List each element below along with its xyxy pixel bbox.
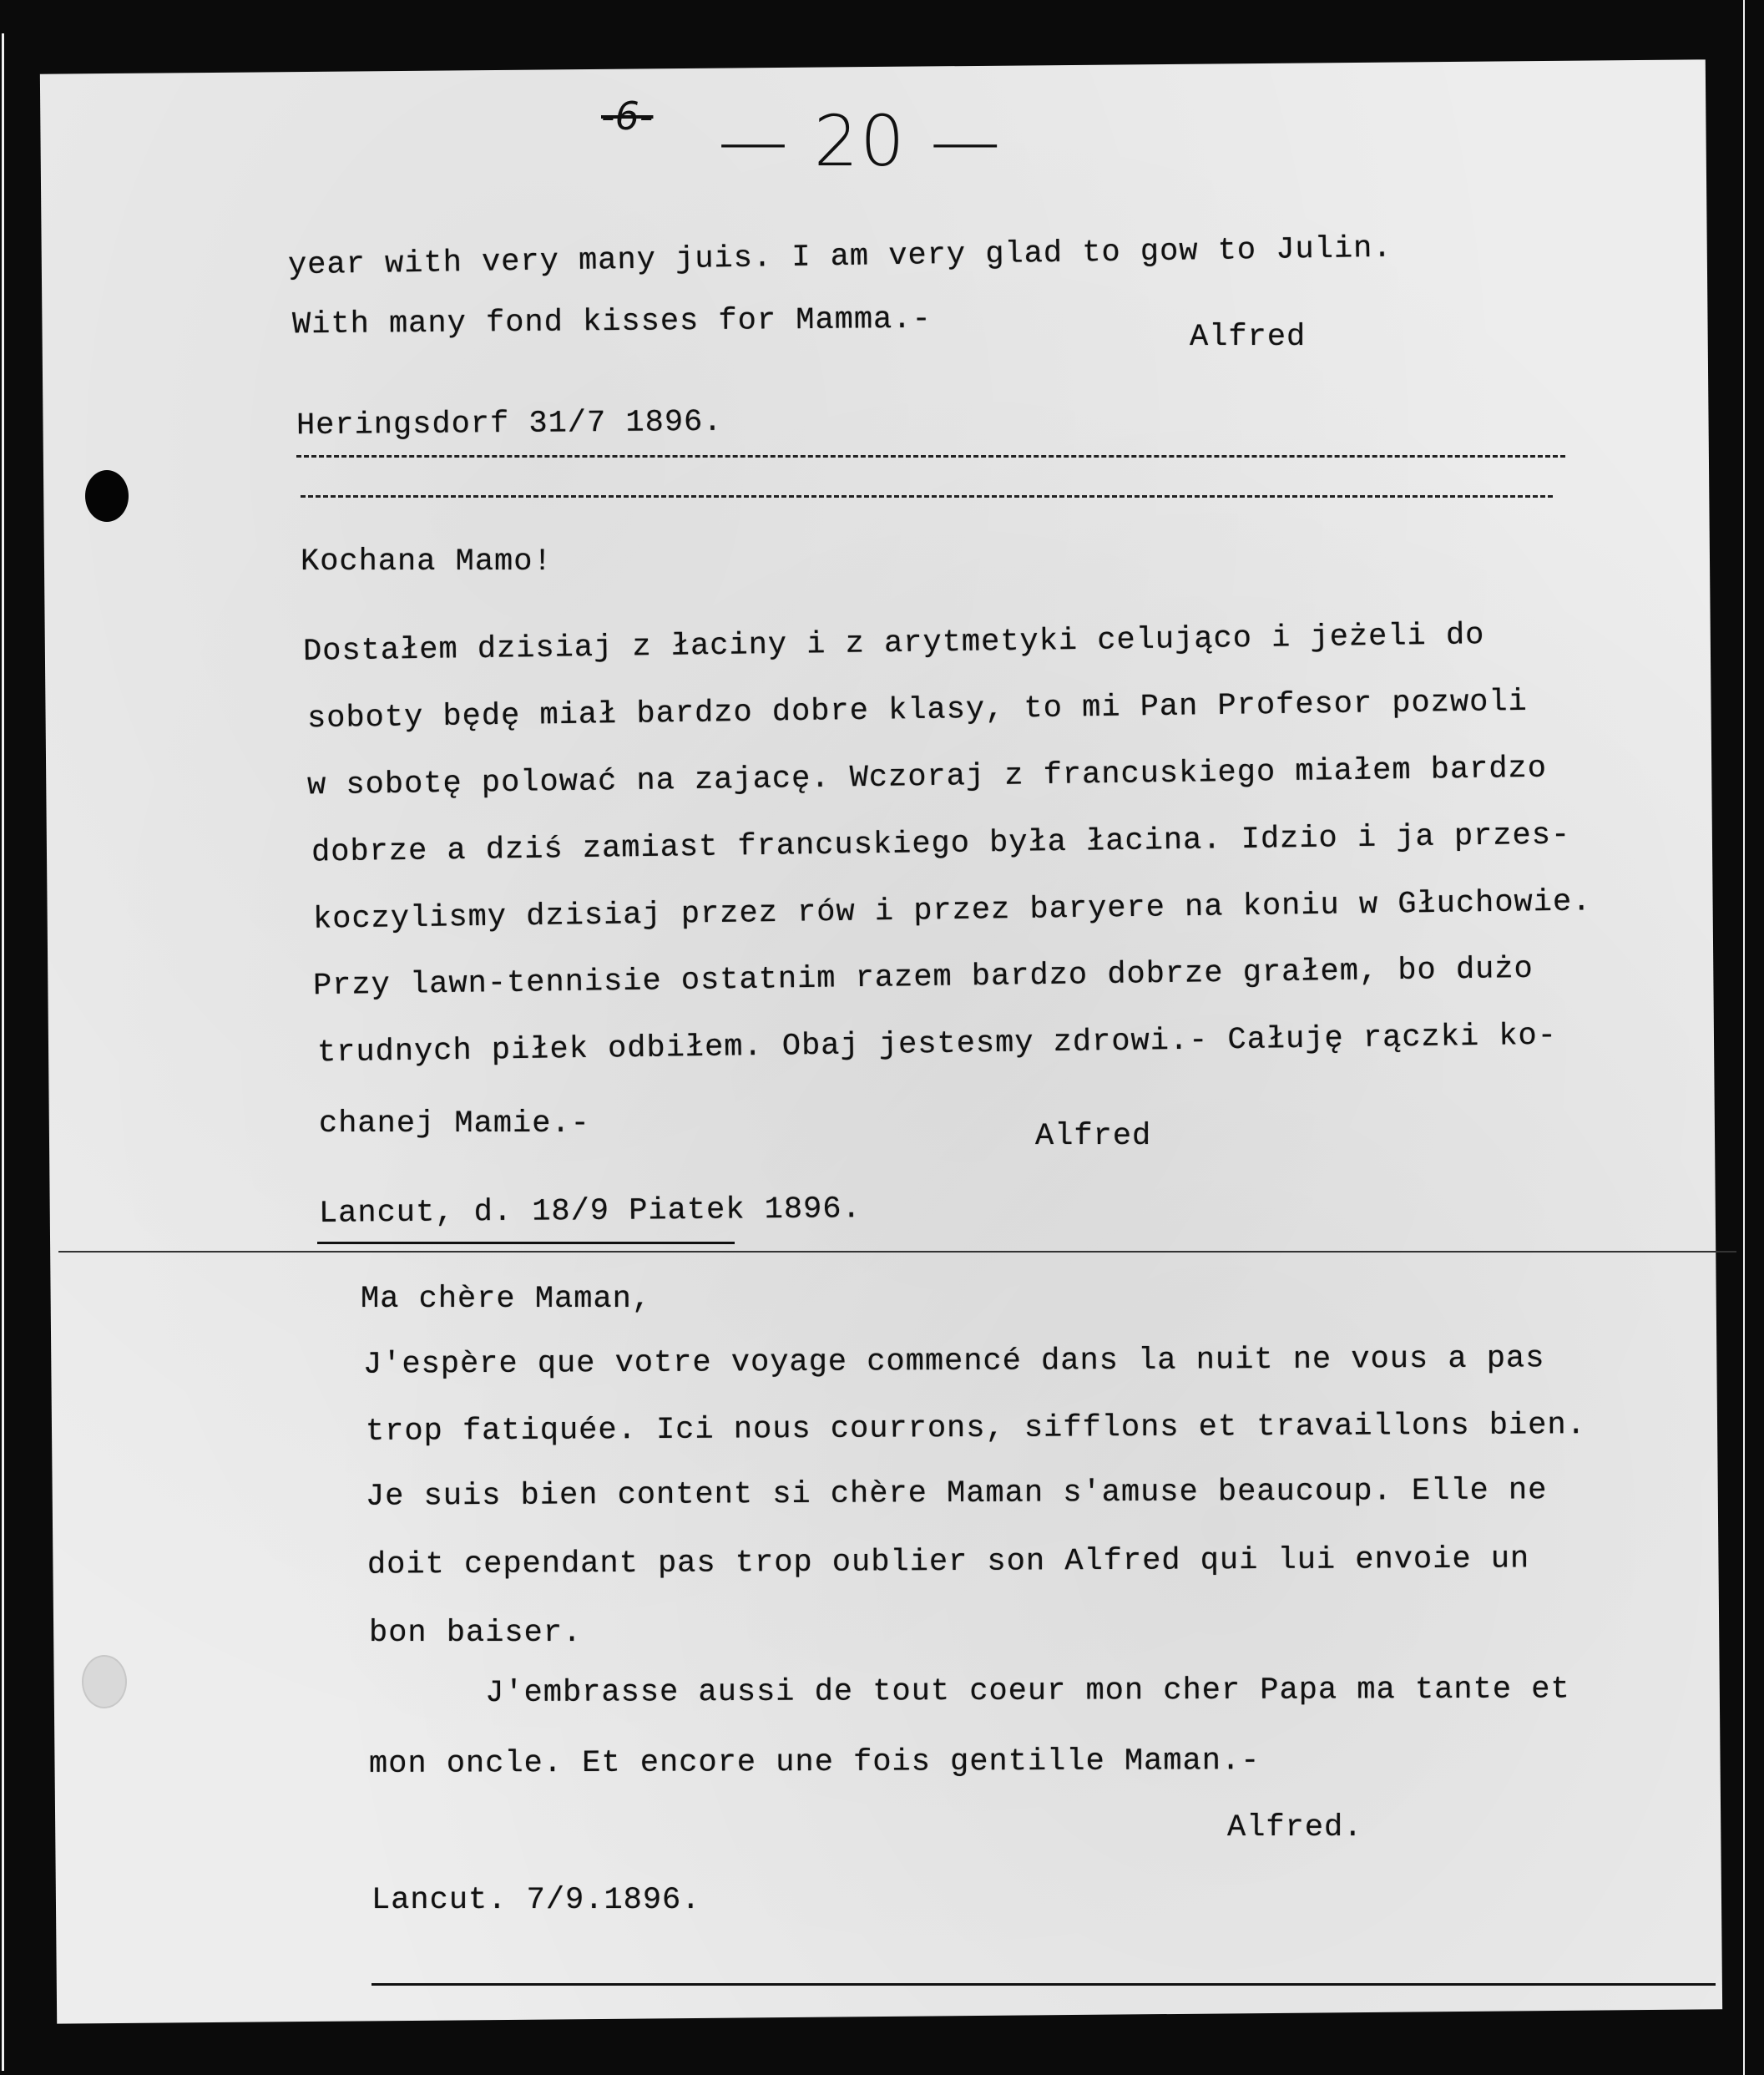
- letter-2-line-5: koczylismy dzisiaj przez rów i przez baryere na koniu w Głuchowie.: [312, 884, 1592, 938]
- letter-2-signature: Alfred: [1035, 1119, 1152, 1154]
- dashed-separator-bottom: [301, 495, 1553, 498]
- letter-3-line-7: mon oncle. Et encore une fois gentille Maman.-: [368, 1744, 1261, 1782]
- letter-2-line-6: Przy lawn-tennisie ostatnim razem bardzo dobrze grałem, bo dużo: [312, 951, 1534, 1005]
- letter-2-place-date: Lancut, d. 18/9 Piatek 1896.: [318, 1192, 862, 1232]
- letter-3-line-3: Je suis bien content si chère Maman s'amuse beaucoup. Elle ne: [365, 1473, 1548, 1515]
- letter-3-line-2: trop fatiquée. Ici nous courrons, sifflons et travaillons bien.: [365, 1408, 1586, 1450]
- punch-hole-bottom: [82, 1655, 127, 1708]
- old-page-number: -6-: [601, 94, 654, 139]
- letter-2-line-1: Dostałem dzisiaj z łaciny i z arytmetyki celująco i jeżeli do: [302, 618, 1485, 670]
- dashed-separator-top: [296, 455, 1565, 458]
- letter-2-line-4: dobrze a dziś zamiast francuskiego była łacina. Idzio i ja przes-: [311, 817, 1571, 871]
- punch-hole-top: [85, 470, 129, 522]
- letter-1-line-2: With many fond kisses for Mamma.-: [291, 301, 932, 343]
- letter-1-signature: Alfred: [1190, 320, 1307, 355]
- letter-1-place-date: Heringsdorf 31/7 1896.: [296, 404, 723, 444]
- letter-2-line-2: soboty będę miał bardzo dobre klasy, to mi Pan Profesor pozwoli: [306, 684, 1529, 737]
- place-date-underline: [317, 1242, 735, 1244]
- letter-3-line-5: bon baiser.: [369, 1616, 583, 1651]
- letter-3-place-date: Lancut. 7/9.1896.: [372, 1883, 701, 1918]
- scan-edge-right: [1743, 0, 1745, 2075]
- page-section-separator: [58, 1251, 1736, 1253]
- page-number: — 20 —: [718, 100, 1003, 182]
- letter-3-salutation: Ma chère Maman,: [361, 1282, 652, 1317]
- letter-3-line-6: J'embrasse aussi de tout coeur mon cher Papa ma tante et: [368, 1672, 1570, 1712]
- letter-1-line-1: year with very many juis. I am very glad to gow to Julin.: [287, 230, 1392, 284]
- scan-edge-left: [2, 33, 4, 2071]
- letter-3-signature: Alfred.: [1227, 1810, 1363, 1845]
- bottom-rule: [372, 1983, 1716, 1986]
- letter-3-line-4: doit cependant pas trop oublier son Alfred qui lui envoie un: [366, 1541, 1530, 1583]
- letter-2-line-8: chanej Mamie.-: [319, 1106, 590, 1141]
- letter-2-line-7: trudnych piłek odbiłem. Obaj jestesmy zdrowi.- Całuję rączki ko-: [316, 1018, 1558, 1071]
- letter-2-salutation: Kochana Mamo!: [301, 544, 553, 579]
- letter-3-line-1: J'espère que votre voyage commencé dans la nuit ne vous a pas: [362, 1341, 1545, 1383]
- letter-2-line-3: w sobotę polować na zajacę. Wczoraj z francuskiego miałem bardzo: [306, 751, 1548, 804]
